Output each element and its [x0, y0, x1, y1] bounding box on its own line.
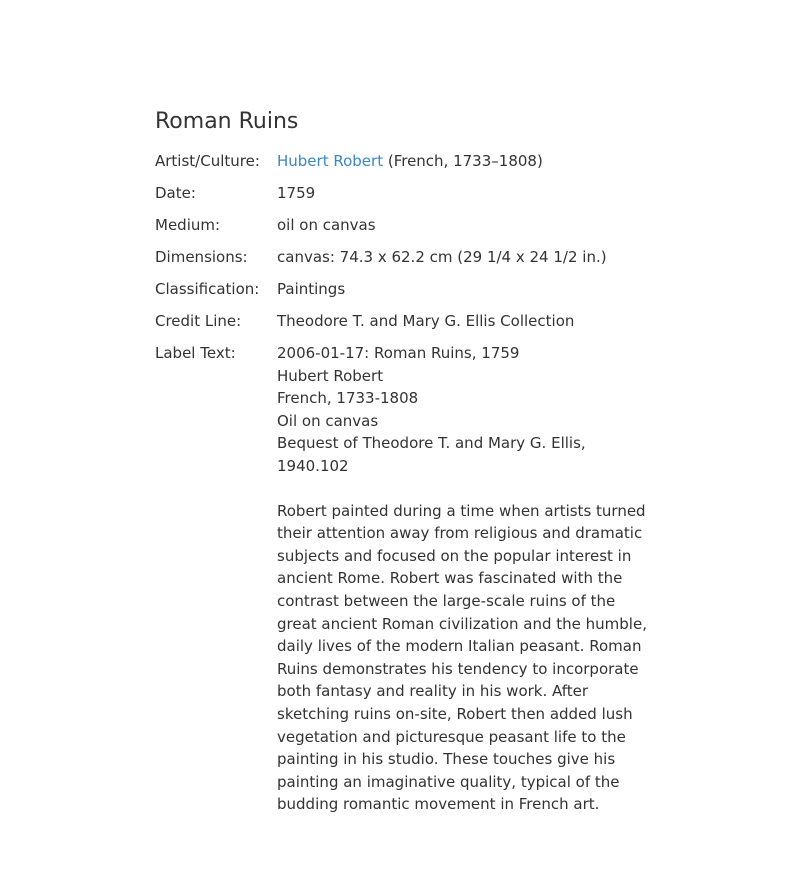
- label-text-line: Hubert Robert: [277, 366, 384, 385]
- field-dimensions: [155, 246, 655, 268]
- field-artist: [155, 150, 655, 172]
- label-text-line: Bequest of Theodore T. and Mary G. Ellis, 1940.102: [277, 434, 586, 475]
- label-text-lines: [277, 342, 655, 478]
- label-text-line: 2006-01-17: Roman Ruins, 1759: [277, 344, 520, 362]
- field-value-medium: oil on canvas: [277, 216, 376, 234]
- field-value-label-text: [277, 342, 655, 816]
- field-classification: [155, 278, 655, 300]
- field-label-dimensions: Dimensions:: [155, 248, 248, 266]
- label-text-paragraph: Robert painted during a time when artists turned their attention away from religious and dramatic subjects and focused on the popular interest in ancient Rome. Robert was fascinated with the contrast between the large-scale ruins of the great ancient Roman civilization and the humble, daily lives of the modern Italian peasant. Roman Ruins demonstrates his tendency to incorporate both fantasy and reality in his work. After sketching ruins on-site, Robert then added lush vegetation and picturesque peasant life to the painting in his studio. These touches give his painting an imaginative quality, typical of the budding romantic movement in French art.: [277, 501, 647, 814]
- field-medium: [155, 214, 655, 236]
- field-label-classification: Classification:: [155, 280, 260, 298]
- artwork-record: [155, 106, 655, 826]
- field-date: [155, 182, 655, 204]
- field-label-date: Date:: [155, 184, 196, 202]
- field-value-artist: [277, 150, 655, 172]
- field-value-credit-line: Theodore T. and Mary G. Ellis Collection: [277, 312, 575, 330]
- label-text-line: Oil on canvas: [277, 411, 379, 430]
- field-value-classification: Paintings: [277, 280, 346, 298]
- artist-link[interactable]: Hubert Robert: [277, 152, 384, 170]
- field-credit-line: [155, 310, 655, 332]
- field-label-label-text: Label Text:: [155, 344, 236, 362]
- label-text-line: French, 1733-1808: [277, 389, 419, 408]
- field-label-credit-line: Credit Line:: [155, 312, 242, 330]
- field-label-medium: Medium:: [155, 216, 221, 234]
- field-value-dimensions: canvas: 74.3 x 62.2 cm (29 1/4 x 24 1/2 in.): [277, 248, 607, 266]
- field-label-text: [155, 342, 655, 816]
- field-value-date: 1759: [277, 184, 316, 202]
- artist-nationality-dates: (French, 1733–1808): [383, 152, 543, 170]
- field-label-artist: Artist/Culture:: [155, 152, 260, 170]
- artwork-title: Roman Ruins: [155, 109, 299, 134]
